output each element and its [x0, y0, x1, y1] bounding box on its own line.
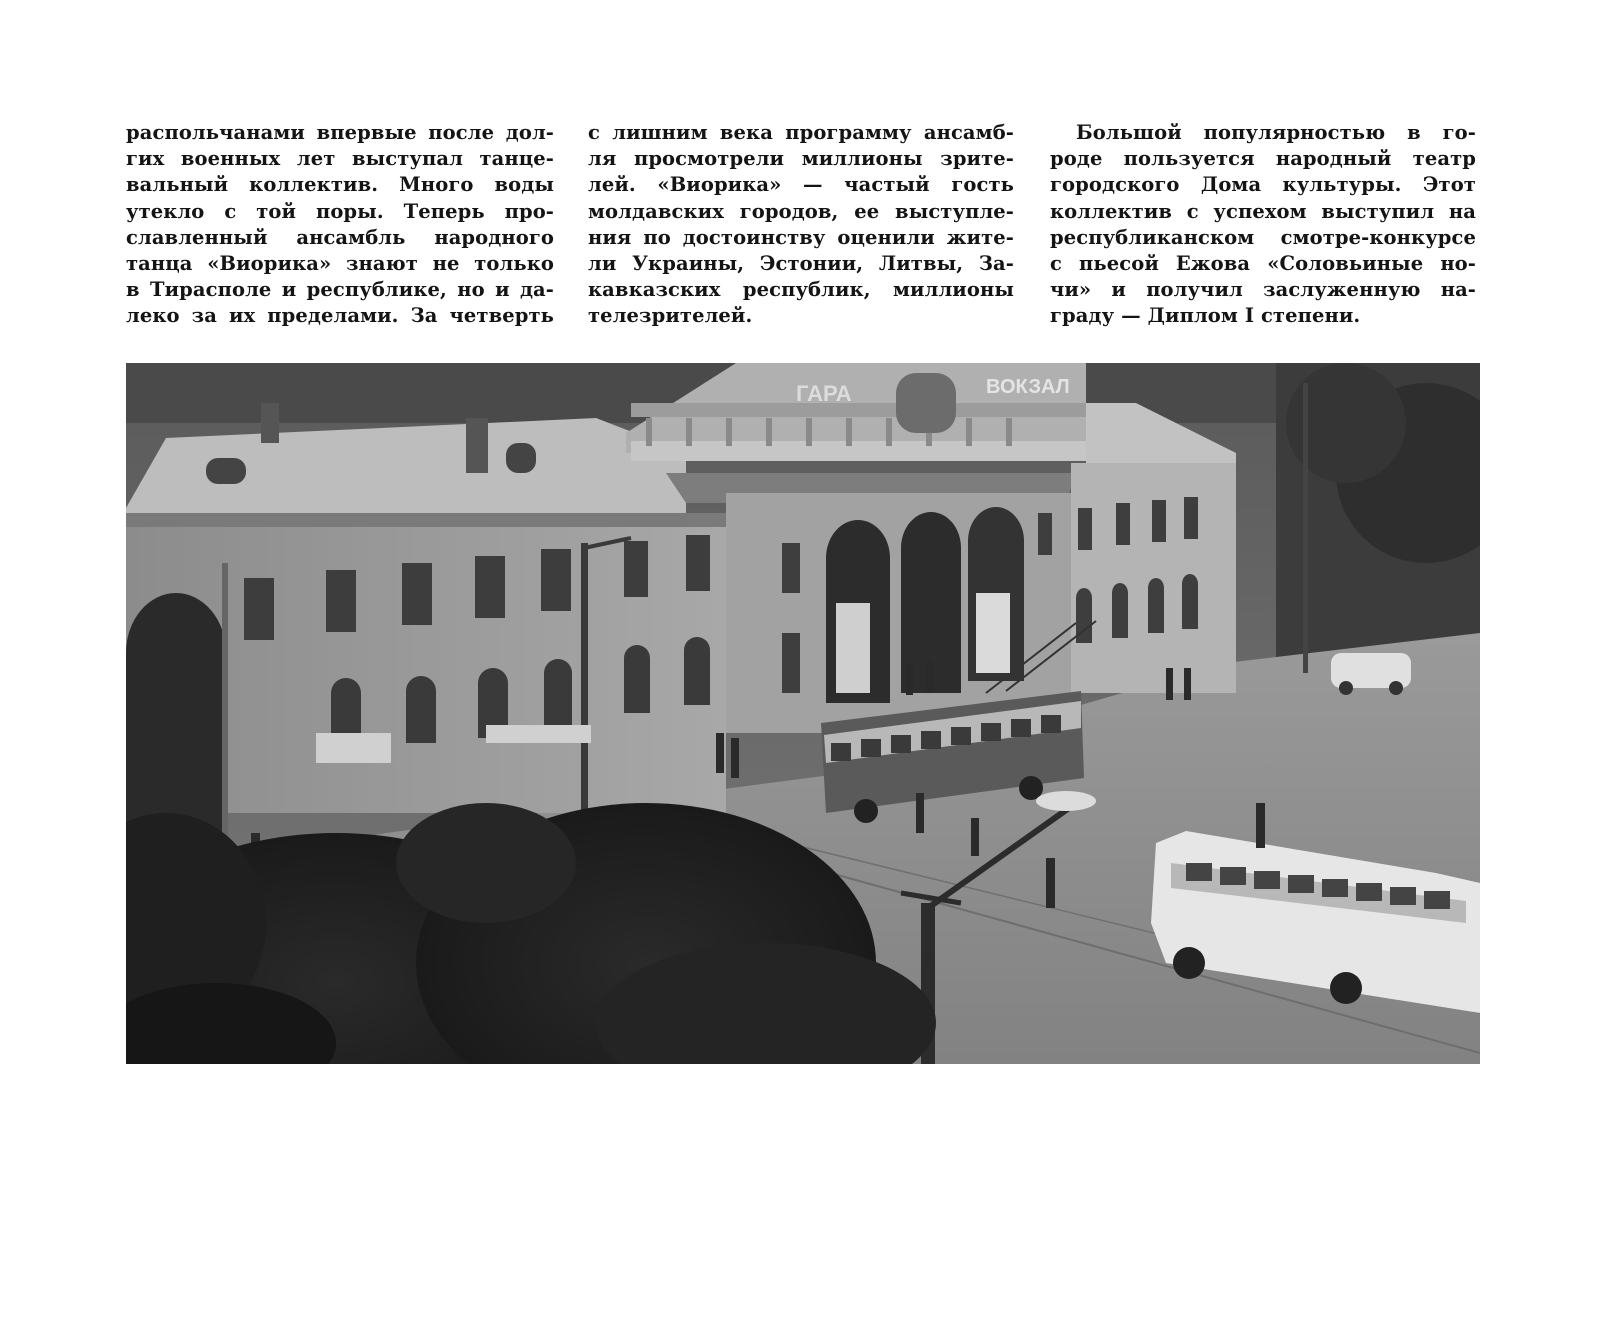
- text-line: ния по достоинству оценили жите-: [588, 225, 1014, 249]
- text-line: ли Украины, Эстонии, Литвы, За-: [588, 252, 1014, 276]
- text-line: с лишним века программу ансамб-: [588, 121, 1014, 144]
- text-line: в Тирасполе и республике, но и да-: [126, 278, 554, 302]
- text-line: коллектив с успехом выступил на: [1050, 199, 1476, 223]
- text-line: утекло с той поры. Теперь про-: [126, 199, 554, 223]
- text-line: распольчанами впервые после дол-: [126, 121, 554, 144]
- text-line: вальный коллектив. Много воды: [126, 173, 554, 197]
- text-line: леко за их пределами. За четверть: [126, 304, 554, 328]
- text-line: Большой популярностью в го-: [1076, 121, 1476, 144]
- text-line: чи» и получил заслуженную на-: [1050, 278, 1476, 302]
- text-column-2: [588, 120, 1014, 330]
- text-line: с пьесой Ежова «Соловьиные но-: [1050, 252, 1476, 276]
- sign-gara: ГАРА: [796, 381, 852, 406]
- text-line: лей. «Виорика» — частый гость: [588, 173, 1014, 197]
- text-line: танца «Виорика» знают не только: [126, 252, 554, 276]
- text-line: гих военных лет выступал танце-: [126, 147, 554, 171]
- text-line: славленный ансамбль народного: [126, 225, 554, 249]
- sign-vokzal: ВОКЗАЛ: [986, 376, 1070, 398]
- text-column-1: [126, 120, 554, 330]
- text-line: молдавских городов, ее выступле-: [588, 199, 1014, 223]
- text-line: городского Дома культуры. Этот: [1050, 173, 1476, 197]
- text-line: кавказских республик, миллионы: [588, 278, 1014, 302]
- text-line: республиканском смотре-конкурсе: [1050, 225, 1476, 249]
- text-line: телезрителей.: [588, 304, 753, 328]
- text-line: ля просмотрели миллионы зрите-: [588, 147, 1014, 171]
- text-column-3: [1050, 120, 1476, 330]
- text-line: роде пользуется народный театр: [1050, 147, 1476, 171]
- station-photo: [126, 363, 1480, 1064]
- text-line: граду — Диплом I степени.: [1050, 304, 1361, 328]
